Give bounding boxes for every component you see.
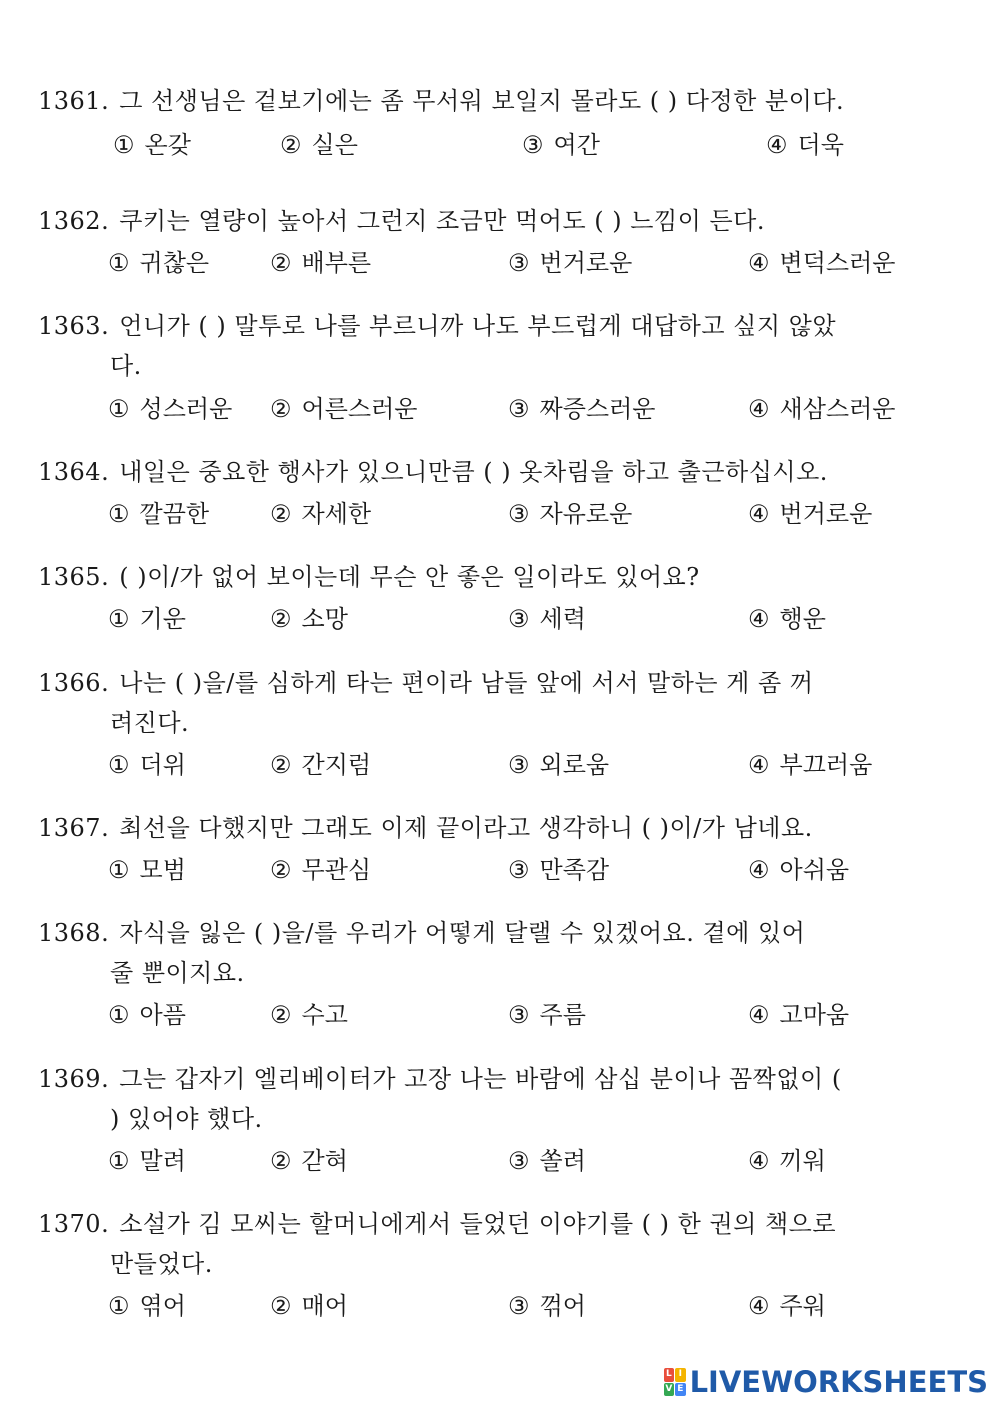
badge-letter: V [664,1383,675,1397]
question-text: 내일은 중요한 행사가 있으니만큼 ( ) 옷차림을 하고 출근하십시오. [119,458,828,486]
option-mark: ① [108,751,130,779]
option-text: 쏠려 [539,1147,586,1175]
option-mark: ② [270,249,292,277]
option-mark: ② [270,1147,292,1175]
option-text: 기운 [139,605,186,633]
option-4[interactable] [748,1146,826,1176]
option-mark: ④ [748,605,770,633]
option-text: 아픔 [139,1001,186,1029]
option-mark: ④ [748,395,770,423]
option-text: 더욱 [797,131,844,159]
option-4[interactable] [748,499,872,529]
option-text: 온갖 [144,131,191,159]
question-text-continued: 줄 뿐이지요. [110,959,245,987]
question-text-continued: ) 있어야 했다. [110,1105,263,1133]
option-mark: ④ [748,1147,770,1175]
option-mark: ① [108,249,130,277]
option-mark: ③ [508,395,530,423]
badge-letter: E [675,1383,686,1397]
question-text: 자식을 잃은 ( )을/를 우리가 어떻게 달랠 수 있겠어요. 곁에 있어 [119,919,806,947]
option-mark: ④ [748,500,770,528]
option-mark: ① [113,131,135,159]
option-mark: ① [108,605,130,633]
option-2[interactable] [270,1291,348,1321]
option-text: 말려 [139,1147,186,1175]
option-mark: ① [108,1292,130,1320]
option-text: 고마움 [779,1001,850,1029]
option-mark: ④ [766,131,788,159]
option-4[interactable] [748,604,826,634]
option-mark: ② [280,131,302,159]
question-stem [38,1209,836,1239]
option-mark: ③ [508,1147,530,1175]
option-mark: ① [108,856,130,884]
option-2[interactable] [270,750,371,780]
option-2[interactable] [270,394,417,424]
option-3[interactable] [508,1000,586,1030]
option-4[interactable] [748,855,849,885]
question-stem [38,1064,842,1094]
option-text: 번거로운 [779,500,873,528]
option-2[interactable] [270,499,371,529]
option-4[interactable] [748,1291,826,1321]
option-text: 매어 [301,1292,348,1320]
option-text: 변덕스러운 [779,249,896,277]
option-text: 갇혀 [301,1147,348,1175]
question-stem [38,457,828,487]
question-number: 1366. [38,669,110,697]
option-text: 부끄러움 [779,751,873,779]
question-text-continued: 만들었다. [110,1250,213,1278]
option-mark: ② [270,1001,292,1029]
option-3[interactable] [508,1146,586,1176]
option-mark: ① [108,500,130,528]
option-text: 행운 [779,605,826,633]
option-4[interactable] [748,394,895,424]
option-3[interactable] [508,604,586,634]
option-1[interactable] [108,394,232,424]
liveworksheets-logo[interactable] [664,1362,988,1402]
question-text-continued: 다. [110,352,142,380]
option-mark: ② [270,395,292,423]
option-mark: ③ [508,249,530,277]
option-text: 수고 [301,1001,348,1029]
question-stem [38,206,765,236]
question-stem [38,918,805,948]
question-text: 쿠키는 열량이 높아서 그런지 조금만 먹어도 ( ) 느낌이 든다. [119,207,765,235]
option-1[interactable] [108,855,186,885]
question-number: 1370. [38,1210,110,1238]
option-text: 실은 [311,131,358,159]
option-2[interactable] [270,248,371,278]
option-text: 소망 [301,605,348,633]
option-text: 어른스러운 [301,395,418,423]
option-text: 엮어 [139,1292,186,1320]
question-number: 1368. [38,919,110,947]
option-mark: ③ [522,131,544,159]
question-stem [38,813,813,843]
option-text: 간지럼 [301,751,372,779]
option-text: 더위 [139,751,186,779]
option-4[interactable] [748,750,872,780]
option-text: 아쉬움 [779,856,850,884]
question-text: ( )이/가 없어 보이는데 무슨 안 좋은 일이라도 있어요? [119,563,700,591]
question-number: 1363. [38,312,110,340]
option-text: 모범 [139,856,186,884]
option-text: 주워 [779,1292,826,1320]
option-mark: ② [270,1292,292,1320]
badge-letter: L [664,1368,675,1382]
option-1[interactable] [108,750,186,780]
question-text-continued: 려진다. [110,709,190,737]
option-text: 끼워 [779,1147,826,1175]
option-text: 여간 [553,131,600,159]
option-mark: ④ [748,856,770,884]
question-number: 1367. [38,814,110,842]
question-text: 언니가 ( ) 말투로 나를 부르니까 나도 부드럽게 대답하고 싶지 않았 [119,312,837,340]
question-number: 1361. [38,87,110,115]
question-number: 1364. [38,458,110,486]
option-2[interactable] [270,855,371,885]
option-2[interactable] [270,1000,348,1030]
option-text: 자유로운 [539,500,633,528]
option-text: 성스러운 [139,395,233,423]
option-1[interactable] [108,1291,186,1321]
option-3[interactable] [508,394,655,424]
option-mark: ③ [508,500,530,528]
option-3[interactable] [508,855,609,885]
option-1[interactable] [108,1146,186,1176]
option-3[interactable] [522,130,600,160]
option-mark: ③ [508,856,530,884]
option-text: 배부른 [301,249,372,277]
option-mark: ③ [508,1292,530,1320]
option-text: 짜증스러운 [539,395,656,423]
question-stem [38,86,844,116]
option-text: 번거로운 [539,249,633,277]
question-text: 소설가 김 모씨는 할머니에게서 들었던 이야기를 ( ) 한 권의 책으로 [119,1210,837,1238]
option-3[interactable] [508,499,632,529]
option-4[interactable] [766,130,844,160]
question-text: 그는 갑자기 엘리베이터가 고장 나는 바람에 삼십 분이나 꼼짝없이 ( [119,1065,842,1093]
logo-text: LIVEWORKSHEETS [689,1365,988,1399]
option-mark: ② [270,751,292,779]
option-4[interactable] [748,1000,849,1030]
question-number: 1362. [38,207,110,235]
option-mark: ④ [748,1292,770,1320]
option-2[interactable] [270,1146,348,1176]
option-mark: ④ [748,1001,770,1029]
question-stem [38,668,814,698]
option-3[interactable] [508,248,632,278]
option-mark: ④ [748,249,770,277]
question-text: 나는 ( )을/를 심하게 타는 편이라 남들 앞에 서서 말하는 게 좀 꺼 [119,669,814,697]
option-3[interactable] [508,1291,586,1321]
option-1[interactable] [108,499,209,529]
option-mark: ① [108,1001,130,1029]
option-mark: ③ [508,1001,530,1029]
option-text: 외로움 [539,751,610,779]
option-2[interactable] [270,604,348,634]
option-3[interactable] [508,750,609,780]
badge-letter: I [675,1368,686,1382]
option-1[interactable] [108,604,186,634]
live-badge-icon [664,1368,686,1396]
option-mark: ① [108,395,130,423]
option-mark: ③ [508,751,530,779]
option-text: 만족감 [539,856,610,884]
question-number: 1369. [38,1065,110,1093]
option-4[interactable] [748,248,895,278]
option-text: 주름 [539,1001,586,1029]
question-number: 1365. [38,563,110,591]
option-mark: ② [270,500,292,528]
question-stem [38,562,700,592]
option-mark: ② [270,856,292,884]
option-text: 자세한 [301,500,372,528]
option-2[interactable] [280,130,358,160]
option-text: 새삼스러운 [779,395,896,423]
option-text: 무관심 [301,856,372,884]
question-text: 그 선생님은 겉보기에는 좀 무서워 보일지 몰라도 ( ) 다정한 분이다. [119,87,845,115]
option-1[interactable] [108,1000,186,1030]
option-text: 깔끔한 [139,500,210,528]
option-mark: ② [270,605,292,633]
option-mark: ③ [508,605,530,633]
option-1[interactable] [113,130,191,160]
question-text: 최선을 다했지만 그래도 이제 끝이라고 생각하니 ( )이/가 남네요. [119,814,813,842]
option-1[interactable] [108,248,209,278]
option-mark: ① [108,1147,130,1175]
option-text: 귀찮은 [139,249,210,277]
option-mark: ④ [748,751,770,779]
option-text: 꺾어 [539,1292,586,1320]
option-text: 세력 [539,605,586,633]
question-stem [38,311,836,341]
